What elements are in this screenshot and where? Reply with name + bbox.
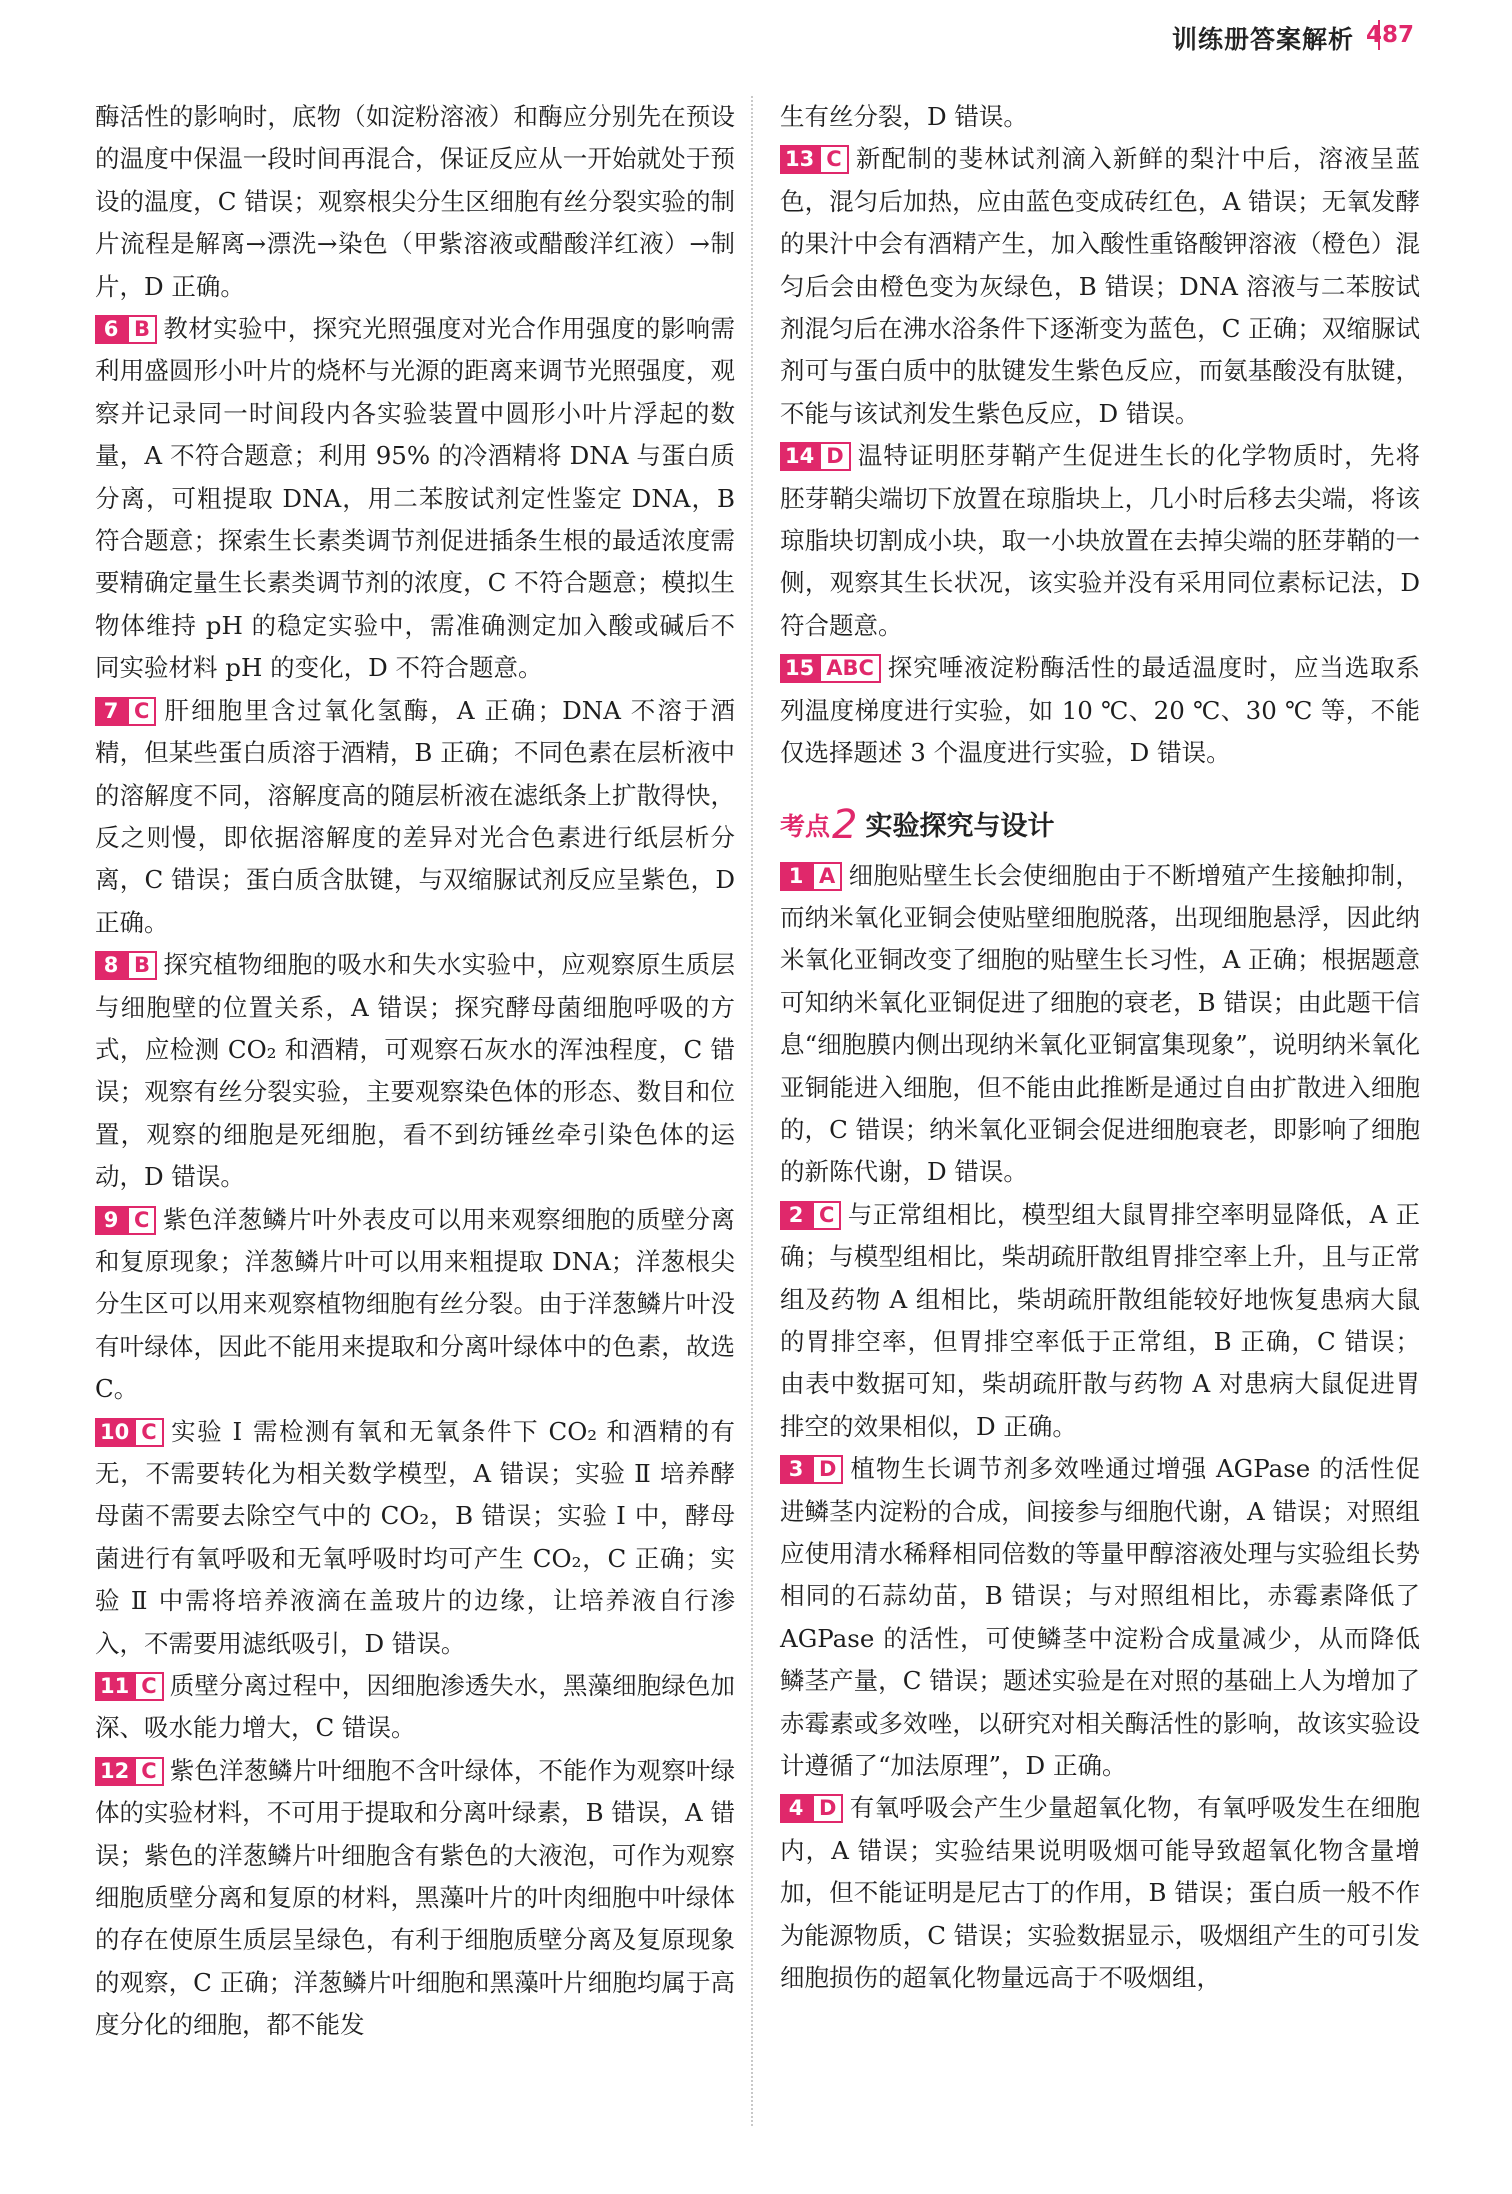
answer-letter: D — [812, 1455, 843, 1484]
question-number: 13 — [780, 145, 819, 174]
answer-letter: D — [812, 1794, 843, 1823]
answer-letter: B — [127, 951, 157, 980]
answer-item — [780, 647, 1420, 774]
header-title: 训练册答案解析 — [1171, 25, 1354, 54]
answer-item — [95, 1199, 735, 1411]
answer-explanation: 温特证明胚芽鞘产生促进生长的化学物质时，先将胚芽鞘尖端切下放置在琼脂块上，几小时后移去尖端，将该琼脂块切割成小块，取一小块放置在去掉尖端的胚芽鞘的一侧，观察其生长状况，该实验并没有采用同位素标记法，D 符合题意。 — [780, 441, 1420, 640]
answer-letter: ABC — [819, 654, 881, 683]
answer-letter: C — [812, 1201, 841, 1230]
answer-explanation: 细胞贴壁生长会使细胞由于不断增殖产生接触抑制，而纳米氧化亚铜会使贴壁细胞脱落，出现细胞悬浮，因此纳米氧化亚铜改变了细胞的贴壁生长习性，A 正确；根据题意可知纳米氧化亚铜促进了细胞的衰老，B 错误；由此题干信息“细胞膜内侧出现纳米氧化亚铜富集现象”，说明纳米氧化亚铜能进入细胞，但不能由此推断是通过自由扩散进入细胞的，C 错误；纳米氧化亚铜会促进细胞衰老，即影响了细胞的新陈代谢，D 错误。 — [780, 860, 1420, 1187]
column-divider — [751, 96, 753, 2126]
answer-explanation: 与正常组相比，模型组大鼠胃排空率明显降低，A 正确；与模型组相比，柴胡疏肝散组胃排空率上升，且与正常组及药物 A 组相比，柴胡疏肝散组能较好地恢复患病大鼠的胃排空率，但胃排空率低于正常组，B 正确，C 错误；由表中数据可知，柴胡疏肝散与药物 A 对患病大鼠促进胃排空的效果相似，D 正确。 — [780, 1199, 1420, 1441]
answer-badge — [95, 1672, 164, 1701]
answer-badge — [780, 1794, 843, 1823]
answer-explanation: 植物生长调节剂多效唑通过增强 AGPase 的活性促进鳞茎内淀粉的合成，间接参与细胞代谢，A 错误；对照组应使用清水稀释相同倍数的等量甲醇溶液处理与实验组长势相同的石蒜幼苗，B 错误；与对照组相比，赤霉素降低了 AGPase 的活性，可使鳞茎中淀粉合成量减少，从而降低鳞茎产量，C 错误；题述实验是在对照的基础上人为增加了赤霉素或多效唑，以研究对相关酶活性的影响，故该实验设计遵循了“加法原理”，D 正确。 — [780, 1454, 1420, 1781]
answer-explanation: 探究唾液淀粉酶活性的最适温度时，应当选取系列温度梯度进行实验，如 10 ℃、20 ℃、30 ℃ 等，不能仅选择题述 3 个温度进行实验，D 错误。 — [780, 653, 1420, 768]
question-number: 4 — [780, 1794, 812, 1823]
page-header — [0, 0, 1512, 66]
answer-explanation: 教材实验中，探究光照强度对光合作用强度的影响需利用盛圆形小叶片的烧杯与光源的距离来调节光照强度，观察并记录同一时间段内各实验装置中圆形小叶片浮起的数量，A 不符合题意；利用 95% 的冷酒精将 DNA 与蛋白质分离，可粗提取 DNA，用二苯胺试剂定性鉴定 DNA，B 符合题意；探索生长素类调节剂促进插条生根的最适浓度需要精确定量生长素类调节剂的浓度，C 不符合题意；模拟生物体维持 pH 的稳定实验中，需准确测定加入酸或碱后不同实验材料 pH 的变化，D 不符合题意。 — [95, 314, 735, 683]
answer-item — [95, 1750, 735, 2047]
page-number: 487 — [1365, 22, 1414, 48]
answer-badge — [780, 862, 842, 891]
question-number: 12 — [95, 1757, 134, 1786]
answer-letter: A — [812, 862, 842, 891]
answer-letter: C — [134, 1418, 163, 1447]
question-number: 3 — [780, 1455, 812, 1484]
answer-badge — [95, 697, 156, 726]
question-number: 6 — [95, 315, 127, 344]
continuation-paragraph: 生有丝分裂，D 错误。 — [780, 102, 1028, 131]
answer-explanation: 新配制的斐林试剂滴入新鲜的梨汁中后，溶液呈蓝色，混匀后加热，应由蓝色变成砖红色，A 错误；无氧发酵的果汁中会有酒精产生，加入酸性重铬酸钾溶液（橙色）混匀后会由橙色变为灰绿色，B 错误；DNA 溶液与二苯胺试剂混匀后在沸水浴条件下逐渐变为蓝色，C 正确；双缩脲试剂可与蛋白质中的肽键发生紫色反应，而氨基酸没有肽键，不能与该试剂发生紫色反应，D 错误。 — [780, 144, 1420, 428]
answer-item — [95, 944, 735, 1198]
question-number: 9 — [95, 1206, 127, 1235]
answer-item — [95, 1665, 735, 1750]
answer-badge — [95, 1206, 156, 1235]
question-number: 14 — [780, 442, 819, 471]
answer-item — [95, 1411, 735, 1665]
left-column — [95, 96, 735, 2047]
answer-item — [780, 1448, 1420, 1787]
answer-item — [95, 308, 735, 690]
section-number: 2 — [832, 801, 858, 848]
answer-letter: C — [134, 1757, 163, 1786]
answer-letter: C — [127, 1206, 156, 1235]
question-number: 2 — [780, 1201, 812, 1230]
question-number: 11 — [95, 1672, 134, 1701]
answer-badge — [780, 1455, 843, 1484]
answer-badge — [780, 1201, 841, 1230]
section-title: 实验探究与设计 — [865, 810, 1055, 842]
answer-badge — [95, 1418, 164, 1447]
answer-explanation: 质壁分离过程中，因细胞渗透失水，黑藻细胞绿色加深、吸水能力增大，C 错误。 — [95, 1671, 735, 1743]
question-number: 8 — [95, 951, 127, 980]
answer-explanation: 肝细胞里含过氧化氢酶，A 正确；DNA 不溶于酒精，但某些蛋白质溶于酒精，B 正确；不同色素在层析液中的溶解度不同，溶解度高的随层析液在滤纸条上扩散得快，反之则慢，即依据溶解度的差异对光合色素进行纸层析分离，C 错误；蛋白质含肽键，与双缩脲试剂反应呈紫色，D 正确。 — [95, 695, 735, 937]
answer-letter: C — [819, 145, 848, 174]
question-number: 10 — [95, 1418, 134, 1447]
answer-badge — [780, 654, 881, 683]
answer-explanation: 紫色洋葱鳞片叶细胞不含叶绿体，不能作为观察叶绿体的实验材料，不可用于提取和分离叶绿素，B 错误，A 错误；紫色的洋葱鳞片叶细胞含有紫色的大液泡，可作为观察细胞质壁分离和复原的材料，黑藻叶片的叶肉细胞中叶绿体的存在使原生质层呈绿色，有利于细胞质壁分离及复原现象的观察，C 正确；洋葱鳞片叶细胞和黑藻叶片细胞均属于高度分化的细胞，都不能发 — [95, 1755, 735, 2040]
answer-item — [95, 690, 735, 944]
section-label: 考点 — [780, 811, 831, 841]
section-heading — [780, 803, 1420, 847]
answer-item — [780, 1194, 1420, 1448]
answer-letter: C — [127, 697, 156, 726]
answer-letter: B — [127, 315, 157, 344]
answer-badge — [95, 951, 157, 980]
question-number: 1 — [780, 862, 812, 891]
answer-letter: D — [819, 442, 850, 471]
continuation-paragraph: 酶活性的影响时，底物（如淀粉溶液）和酶应分别先在预设的温度中保温一段时间再混合，保证反应从一开始就处于预设的温度，C 错误；观察根尖分生区细胞有丝分裂实验的制片流程是解离→漂洗→染色（甲紫溶液或醋酸洋红液）→制片，D 正确。 — [95, 102, 735, 301]
answer-explanation: 紫色洋葱鳞片叶外表皮可以用来观察细胞的质壁分离和复原现象；洋葱鳞片叶可以用来粗提取 DNA；洋葱根尖分生区可以用来观察植物细胞有丝分裂。由于洋葱鳞片叶没有叶绿体，因此不能用来提取和分离叶绿体中的色素，故选 C。 — [95, 1204, 735, 1404]
answer-badge — [95, 315, 157, 344]
answer-item — [780, 138, 1420, 435]
answer-explanation: 有氧呼吸会产生少量超氧化物，有氧呼吸发生在细胞内，A 错误；实验结果说明吸烟可能导致超氧化物含量增加，但不能证明是尼古丁的作用，B 错误；蛋白质一般不作为能源物质，C 错误；实验数据显示，吸烟组产生的可引发细胞损伤的超氧化物量远高于不吸烟组， — [780, 1793, 1420, 1993]
answer-badge — [780, 145, 849, 174]
answer-item — [780, 855, 1420, 1194]
answer-badge — [95, 1757, 164, 1786]
answer-explanation: 实验 Ⅰ 需检测有氧和无氧条件下 CO₂ 和酒精的有无，不需要转化为相关数学模型，A 错误；实验 Ⅱ 培养酵母菌不需要去除空气中的 CO₂，B 错误；实验 Ⅰ 中，酵母菌进行有氧呼吸和无氧呼吸时均可产生 CO₂，C 正确；实验 Ⅱ 中需将培养液滴在盖玻片的边缘，让培养液自行渗入，不需要用滤纸吸引，D 错误。 — [95, 1416, 735, 1658]
answer-explanation: 探究植物细胞的吸水和失水实验中，应观察原生质层与细胞壁的位置关系，A 错误；探究酵母菌细胞呼吸的方式，应检测 CO₂ 和酒精，可观察石灰水的浑浊程度，C 错误；观察有丝分裂实验，主要观察染色体的形态、数目和位置，观察的细胞是死细胞，看不到纺锤丝牵引染色体的运动，D 错误。 — [95, 950, 735, 1192]
right-column — [780, 96, 1420, 1999]
question-number: 15 — [780, 654, 819, 683]
question-number: 7 — [95, 697, 127, 726]
answer-item — [780, 435, 1420, 647]
answer-item — [780, 1787, 1420, 1999]
answer-badge — [780, 442, 851, 471]
answer-letter: C — [134, 1672, 163, 1701]
